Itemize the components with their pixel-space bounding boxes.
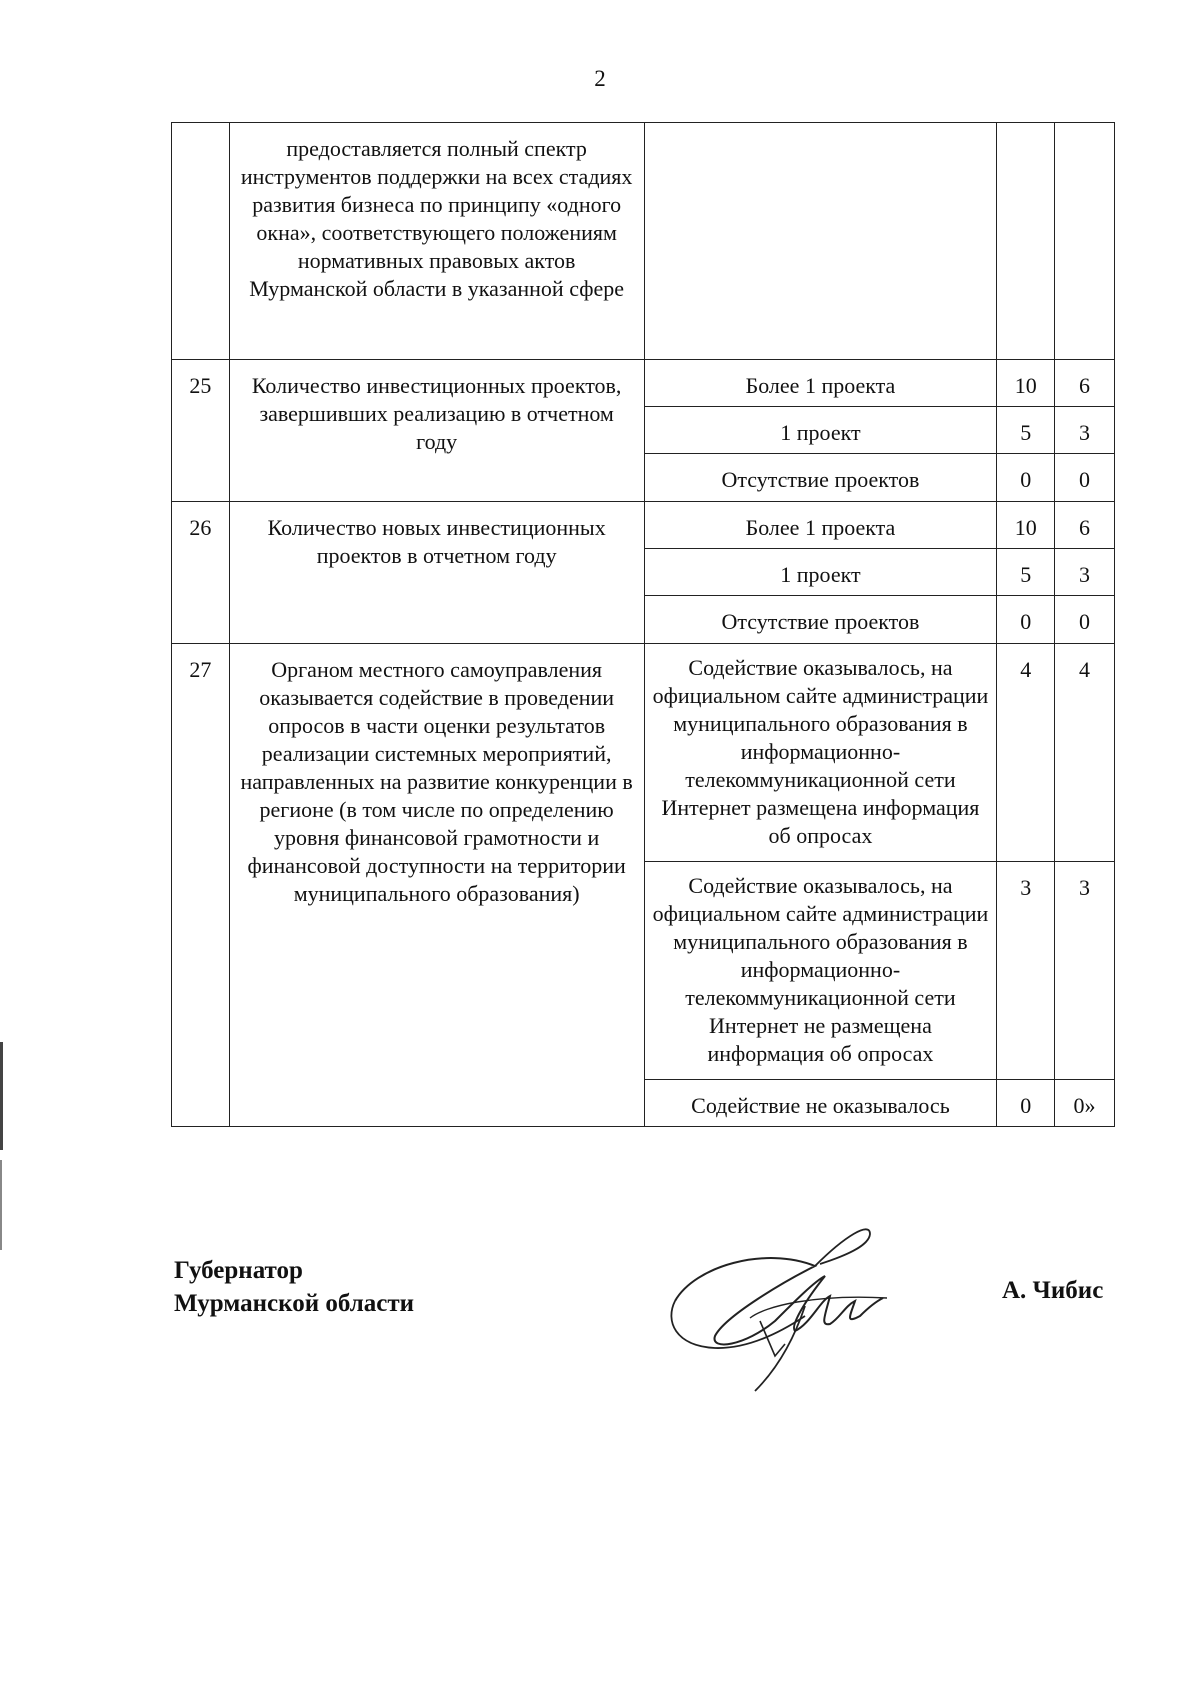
criterion-cell: предоставляется полный спектр инструментов поддержки на всех стадиях развития бизнеса по принципу «одного окна», соответствующего положениям нормативных правовых актов Мурманской области в указанной сфере: [229, 123, 644, 360]
points-value: 3: [1055, 407, 1115, 454]
signatory-position: Губернатор: [174, 1257, 303, 1284]
option-text: Содействие не оказывалось: [644, 1080, 997, 1127]
points-cell: [1055, 123, 1115, 360]
option-text: Более 1 проекта: [644, 360, 997, 407]
table-row-26: [172, 502, 1115, 549]
points-value: 3: [1055, 862, 1115, 1080]
points-value: 0: [1055, 596, 1115, 644]
row-number: 25: [172, 360, 230, 502]
option-text: 1 проект: [644, 549, 997, 596]
points-value: 0: [997, 1080, 1055, 1127]
points-value: 10: [997, 360, 1055, 407]
points-value: 0: [997, 454, 1055, 502]
table-row-25: [172, 360, 1115, 407]
handwritten-signature: [655, 1206, 905, 1406]
table-row-continuation: [172, 123, 1115, 360]
option-text: Более 1 проекта: [644, 502, 997, 549]
points-value: 3: [997, 862, 1055, 1080]
points-value: 0»: [1055, 1080, 1115, 1127]
signatory-title: [174, 1254, 414, 1320]
points-cell: [997, 123, 1055, 360]
scan-edge-mark: [0, 1042, 3, 1150]
points-value: 0: [997, 596, 1055, 644]
signatory-region: Мурманской области: [174, 1290, 415, 1317]
criterion-text: Количество новых инвестиционных проектов в отчетном году: [229, 502, 644, 644]
row-number: 27: [172, 644, 230, 1127]
criterion-text: Органом местного самоуправления оказывается содействие в проведении опросов в части оценки результатов реализации системных мероприятий, направленных на развитие конкуренции в регионе (в том числе по определению уровня финансовой грамотности и финансовой доступности на территории муниципального образования): [229, 644, 644, 1127]
scan-edge-mark: [0, 1160, 2, 1250]
page-number: 2: [594, 66, 606, 91]
option-text: Отсутствие проектов: [644, 596, 997, 644]
points-value: 4: [997, 644, 1055, 862]
option-text: Содействие оказывалось, на официальном сайте администрации муниципального образования в информационно-телекоммуникационной сети Интернет не размещена информация об опросах: [644, 862, 997, 1080]
option-text: 1 проект: [644, 407, 997, 454]
row-number-cell: [172, 123, 230, 360]
points-value: 5: [997, 549, 1055, 596]
row-number: 26: [172, 502, 230, 644]
points-value: 0: [1055, 454, 1115, 502]
option-text: Содействие оказывалось, на официальном сайте администрации муниципального образования в информационно-телекоммуникационной сети Интернет размещена информация об опросах: [644, 644, 997, 862]
points-value: 6: [1055, 360, 1115, 407]
points-value: 3: [1055, 549, 1115, 596]
criterion-text: Количество инвестиционных проектов, завершивших реализацию в отчетном году: [229, 360, 644, 502]
option-cell: [644, 123, 997, 360]
points-value: 4: [1055, 644, 1115, 862]
points-value: 6: [1055, 502, 1115, 549]
option-text: Отсутствие проектов: [644, 454, 997, 502]
signatory-name: А. Чибис: [1002, 1277, 1104, 1304]
points-value: 10: [997, 502, 1055, 549]
criteria-table: [171, 122, 1115, 1127]
points-value: 5: [997, 407, 1055, 454]
table-row-27: [172, 644, 1115, 862]
